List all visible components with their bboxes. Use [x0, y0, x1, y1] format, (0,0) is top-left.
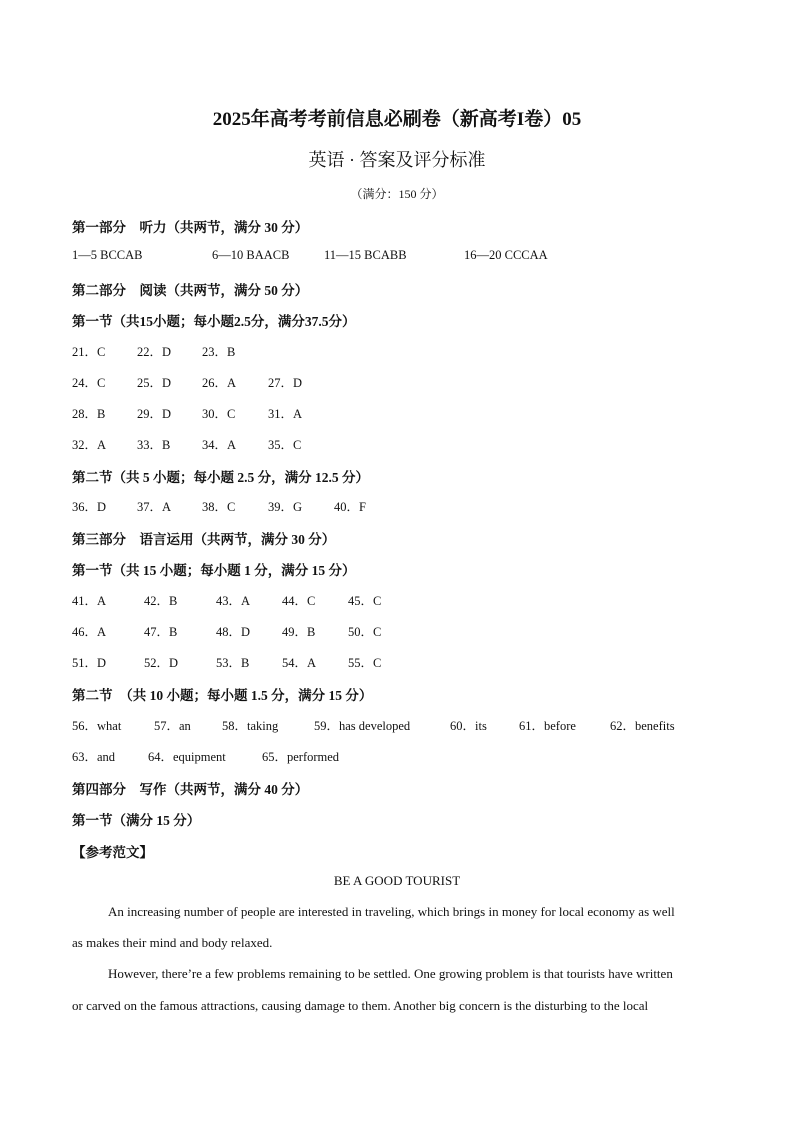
answer-item: 49．B	[282, 625, 316, 639]
essay-paragraph-line: as makes their mind and body relaxed.	[72, 935, 273, 950]
answer-item: 58．taking	[222, 719, 279, 733]
answer-item: 27．D	[268, 376, 303, 390]
sample-essay-label: 【参考范文】	[72, 845, 153, 860]
answer-item: 23．B	[202, 345, 236, 359]
answer-item: 32．A	[72, 438, 107, 452]
part3-section2-heading: 第二节 （共 10 小题；每小题 1.5 分，满分 15 分）	[72, 688, 373, 703]
part2-heading: 第二部分 阅读（共两节，满分 50 分）	[72, 283, 309, 298]
answer-item: 26．A	[202, 376, 237, 390]
answer-item: 36．D	[72, 500, 107, 514]
part4-section1-heading: 第一节（满分 15 分）	[72, 813, 201, 828]
answer-item: 62．benefits	[610, 719, 675, 733]
answer-item: 64．equipment	[148, 750, 226, 764]
answer-item: 44．C	[282, 594, 316, 608]
answer-item: 24．C	[72, 376, 106, 390]
answer-item: 60．its	[450, 719, 487, 733]
answer-item: 16—20 CCCAA	[464, 248, 548, 262]
part2-section2-heading: 第二节（共 5 小题；每小题 2.5 分，满分 12.5 分）	[72, 470, 369, 485]
full-score: （满分：150 分）	[350, 187, 444, 201]
answer-item: 55．C	[348, 656, 382, 670]
answer-item: 1—5 BCCAB	[72, 248, 143, 262]
answer-item: 56．what	[72, 719, 122, 733]
answer-item: 50．C	[348, 625, 382, 639]
answer-item: 46．A	[72, 625, 107, 639]
part3-section1-heading: 第一节（共 15 小题；每小题 1 分，满分 15 分）	[72, 563, 356, 578]
answer-item: 39．G	[268, 500, 303, 514]
answer-item: 51．D	[72, 656, 107, 670]
answer-item: 22．D	[137, 345, 172, 359]
answer-item: 35．C	[268, 438, 302, 452]
exam-subtitle: 英语 · 答案及评分标准	[308, 150, 486, 170]
answer-item: 59．has developed	[314, 719, 411, 733]
answer-item: 65．performed	[262, 750, 340, 764]
answer-item: 11—15 BCABB	[324, 248, 407, 262]
answer-item: 61．before	[519, 719, 576, 733]
answer-item: 47．B	[144, 625, 178, 639]
essay-paragraph-line: An increasing number of people are interested in traveling, which brings in money for local economy as well	[108, 904, 675, 919]
answer-item: 43．A	[216, 594, 251, 608]
answer-item: 34．A	[202, 438, 237, 452]
answer-item: 38．C	[202, 500, 236, 514]
part1-heading: 第一部分 听力（共两节，满分 30 分）	[72, 220, 309, 235]
answer-item: 29．D	[137, 407, 172, 421]
answer-item: 30．C	[202, 407, 236, 421]
answer-item: 48．D	[216, 625, 251, 639]
answer-item: 53．B	[216, 656, 250, 670]
answer-item: 45．C	[348, 594, 382, 608]
answer-item: 54．A	[282, 656, 317, 670]
answer-item: 52．D	[144, 656, 179, 670]
essay-paragraph-line: or carved on the famous attractions, causing damage to them. Another big concern is the disturbing to the local	[72, 998, 649, 1013]
answer-item: 40．F	[334, 500, 366, 514]
answer-item: 21．C	[72, 345, 106, 359]
answer-item: 37．A	[137, 500, 172, 514]
answer-item: 41．A	[72, 594, 107, 608]
answer-item: 57．an	[154, 719, 191, 733]
part4-heading: 第四部分 写作（共两节，满分 40 分）	[72, 782, 309, 797]
exam-title: 2025年高考考前信息必刷卷（新高考I卷）05	[212, 109, 582, 130]
answer-item: 25．D	[137, 376, 172, 390]
answer-item: 33．B	[137, 438, 171, 452]
part3-heading: 第三部分 语言运用（共两节，满分 30 分）	[72, 532, 336, 547]
essay-title: BE A GOOD TOURIST	[333, 873, 461, 888]
answer-item: 42．B	[144, 594, 178, 608]
answer-item: 31．A	[268, 407, 303, 421]
answer-item: 28．B	[72, 407, 106, 421]
answer-item: 63．and	[72, 750, 116, 764]
answer-item: 6—10 BAACB	[212, 248, 290, 262]
part2-section1-heading: 第一节（共15小题；每小题2.5分，满分37.5分）	[72, 314, 356, 329]
essay-paragraph-line: However, there’re a few problems remaining to be settled. One growing problem is that tourists have written	[108, 966, 673, 981]
